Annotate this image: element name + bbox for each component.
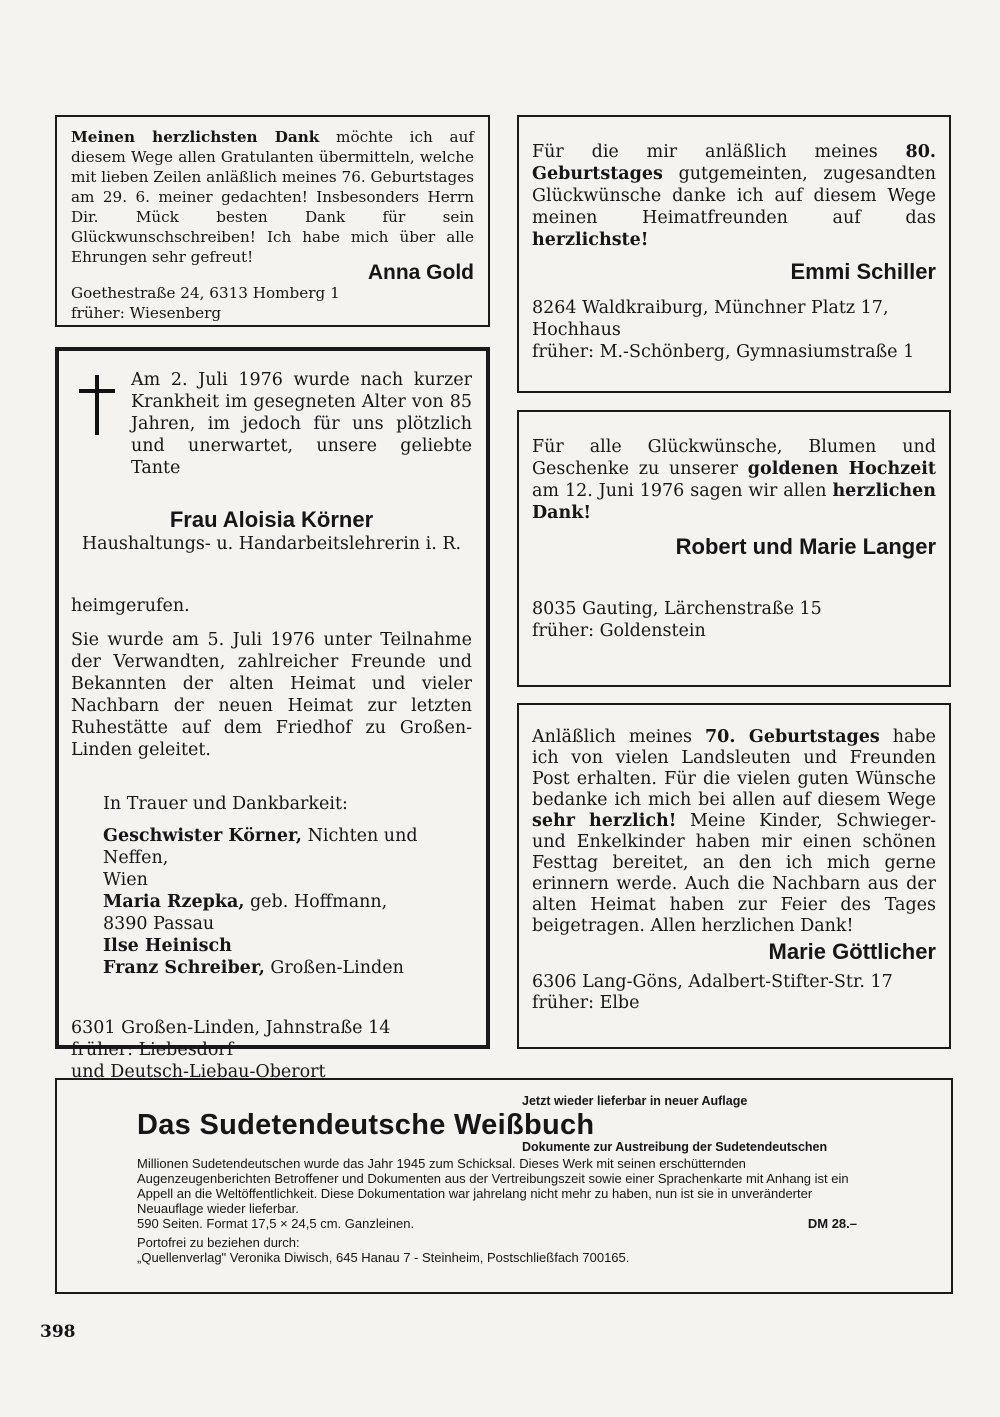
ad-format: 590 Seiten. Format 17,5 × 24,5 cm. Ganzleinen.	[137, 1216, 415, 1231]
ad-format-row	[137, 1216, 857, 1231]
notice-former-residence: früher: Wiesenberg	[71, 304, 222, 322]
notice-text: Meinen herzlichsten Dank möchte ich auf diesem Wege allen Gratulanten übermitteln, welche mit lieben Zeilen anläßlich meines 76. Geburtstages am 29. 6. meiner gedachten! Insbesonders Herrn Dir. Mück besten Dank für sein Glückwunschschreiben! Ich habe mich über alle Ehrungen sehr gefreut!	[71, 128, 474, 266]
ad-price: DM 28.–	[807, 1216, 857, 1231]
thank-you-notice-emmi-schiller	[517, 115, 951, 393]
deceased-profession: Haushaltungs- u. Handarbeitslehrerin i. R.	[81, 534, 462, 554]
mourner: Franz Schreiber, Großen-Linden	[103, 958, 404, 978]
notice-text: Anläßlich meines 70. Geburtstages habe ich von vielen Landsleuten und Freunden Post erhalten. Für die vielen guten Wünsche bedanke ich mich bei allen auf diesem Wege sehr herzlich! Meine Kinder, Schwieger- und Enkelkinder haben mir einen schönen Festtag bereitet, an den ich mich gerne erinnern werde. Auch die Nachbarn aus der alten Heimat haben zur Feier des Tages beigetragen. Allen herzlichen Dank!	[532, 727, 936, 936]
notice-address: 6306 Lang-Göns, Adalbert-Stifter-Str. 17	[532, 972, 893, 992]
ad-availability: Jetzt wieder lieferbar in neuer Auflage	[522, 1094, 748, 1108]
mourner-location: 8390 Passau	[103, 914, 215, 934]
notice-address-line2: Hochhaus	[532, 320, 621, 340]
mourner: Ilse Heinisch	[103, 936, 232, 956]
notice-signature: Marie Göttlicher	[768, 939, 936, 964]
notice-address: 8035 Gauting, Lärchenstraße 15	[532, 599, 822, 619]
ad-subtitle: Dokumente zur Austreibung der Sudetendeutschen	[522, 1140, 828, 1154]
mourning-heading: In Trauer und Dankbarkeit:	[103, 794, 348, 814]
ad-order-info: Portofrei zu beziehen durch:	[137, 1235, 300, 1250]
notice-signature: Emmi Schiller	[790, 259, 936, 284]
deceased-name: Frau Aloisia Körner	[169, 507, 374, 532]
notice-text: Für alle Glückwünsche, Blumen und Geschenke zu unserer goldenen Hochzeit am 12. Juni 1976 sagen wir allen herzlichen Dank!	[532, 437, 936, 523]
notice-former-residence: früher: Goldenstein	[532, 621, 706, 641]
obituary-notice	[55, 347, 490, 1082]
mourner-location: Wien	[103, 870, 148, 890]
notice-signature: Anna Gold	[367, 261, 474, 284]
mourners-list	[103, 793, 472, 979]
obituary-burial: Sie wurde am 5. Juli 1976 unter Teilnahme der Verwandten, zahlreicher Freunde und Bekannten der alten Heimat und vieler Nachbarn der neuen Heimat zur letzten Ruhestätte auf dem Friedhof zu Großen-Linden geleitet.	[71, 630, 472, 760]
ad-title: Das Sudetendeutsche Weißbuch	[137, 1109, 595, 1141]
book-advertisement	[55, 1078, 953, 1294]
obituary-address: 6301 Großen-Linden, Jahnstraße 14	[71, 1018, 391, 1038]
obituary-former-residence: früher: Liebesdorf	[71, 1040, 234, 1060]
ad-description: Millionen Sudetendeutschen wurde das Jahr 1945 zum Schicksal. Dieses Werk mit seinen erschütternden Augenzeugenberichten Betroffener und Dokumenten aus der Vertreibungszeit sowie einer Sprachenkarte mit Anhang ist ein Appell an die Weltöffentlichkeit. Diese Dokumentation war jahrelang nicht mehr zu haben, nun ist sie in unveränderter Neuauflage wieder lieferbar.	[137, 1156, 849, 1216]
notice-text: Für die mir anläßlich meines 80. Geburtstages gutgemeinten, zugesandten Glückwünsche danke ich auf diesem Wege meinen Heimatfreunden auf das herzlichste!	[532, 142, 936, 250]
mourner: Maria Rzepka, geb. Hoffmann,	[103, 892, 388, 912]
thank-you-notice-goettlicher	[517, 703, 951, 1049]
obituary-former-residence-2: und Deutsch-Liebau-Oberort	[71, 1062, 326, 1082]
thank-you-notice-langer	[517, 410, 951, 687]
notice-former-residence: früher: Elbe	[532, 993, 640, 1013]
obituary-intro: Am 2. Juli 1976 wurde nach kurzer Krankheit im gesegneten Alter von 85 Jahren, im jedoch für uns plötzlich und unerwartet, unsere geliebte Tante	[131, 370, 472, 478]
mourner: Geschwister Körner, Nichten und Neffen,	[103, 826, 418, 868]
thank-you-notice-anna-gold	[55, 115, 490, 327]
notice-former-residence: früher: M.-Schönberg, Gymnasiumstraße 1	[532, 342, 915, 362]
notice-signature: Robert und Marie Langer	[675, 534, 936, 559]
ad-publisher: „Quellenverlag" Veronika Diwisch, 645 Hanau 7 - Steinheim, Postschließfach 700165.	[137, 1250, 630, 1265]
page-number: 398	[40, 1322, 76, 1342]
notice-address: Goethestraße 24, 6313 Homberg 1	[71, 284, 340, 302]
obituary-called-home: heimgerufen.	[71, 596, 190, 616]
notice-address: 8264 Waldkraiburg, Münchner Platz 17,	[532, 298, 889, 318]
cross-icon	[79, 375, 115, 435]
